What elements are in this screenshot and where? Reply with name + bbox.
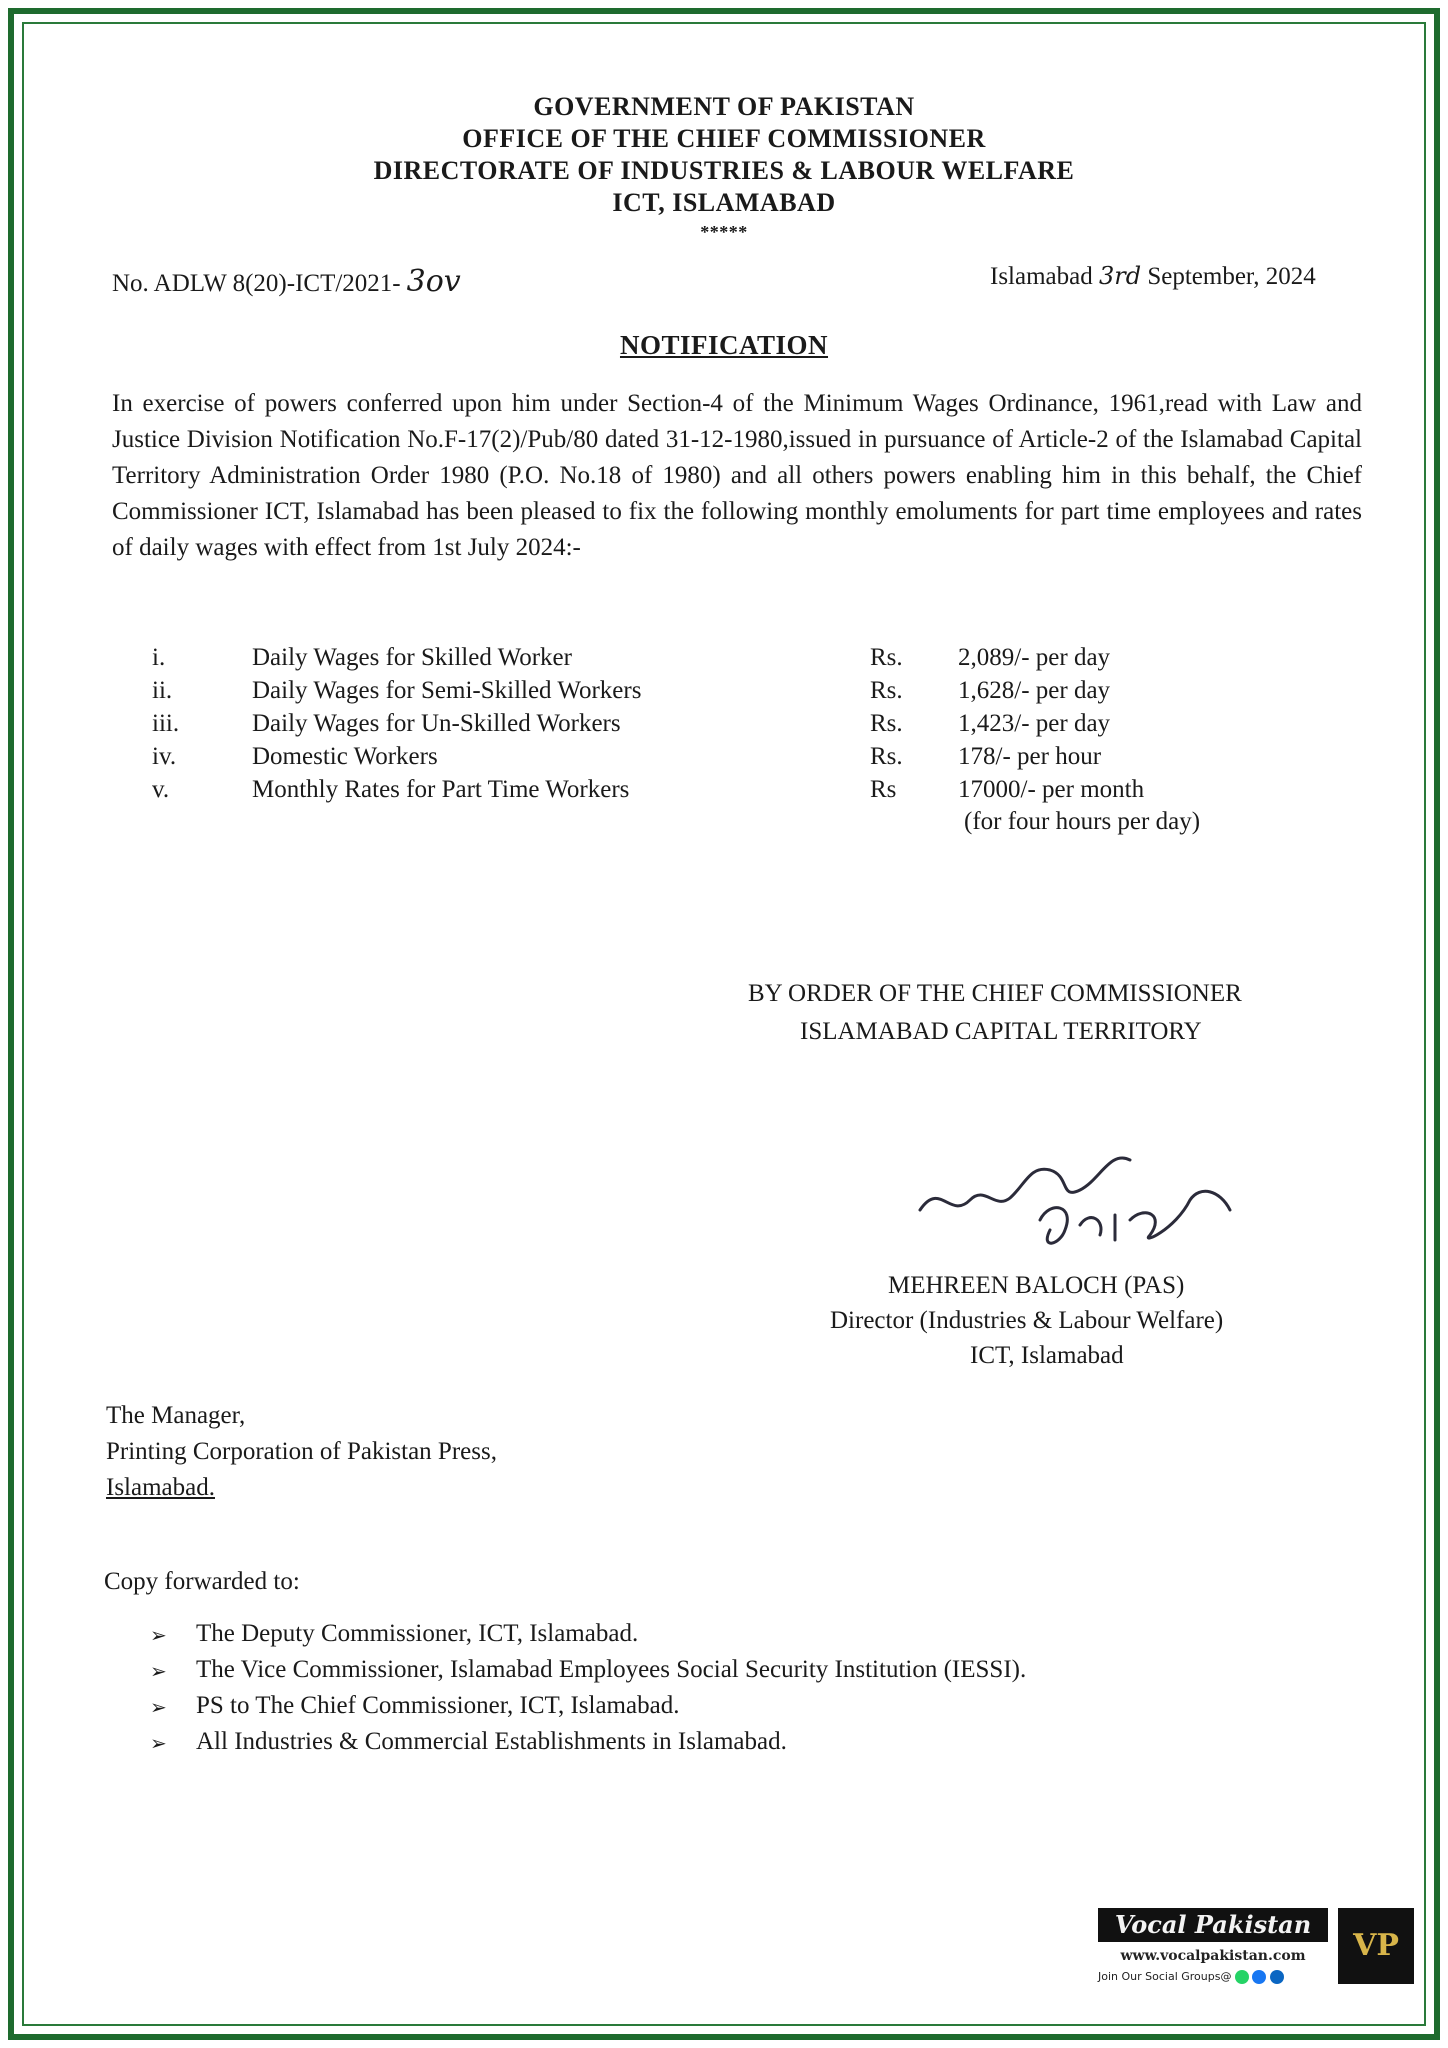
brand-social-text: Join Our Social Groups@	[1098, 1970, 1232, 1983]
rate-row	[0, 776, 1448, 810]
reference-date	[990, 262, 1316, 291]
rate-number: i.	[152, 644, 166, 671]
brand-url: www.vocalpakistan.com	[1120, 1948, 1306, 1964]
linkedin-icon[interactable]	[1270, 1970, 1284, 1984]
arrow-bullet-icon: ➢	[150, 1623, 167, 1647]
rate-label: Domestic Workers	[252, 743, 438, 770]
reference-number	[112, 264, 461, 299]
rate-number: v.	[152, 776, 170, 803]
reference-number-text: No. ADLW 8(20)-ICT/2021-	[112, 270, 401, 297]
rate-amount: 17000/- per month	[958, 776, 1145, 803]
whatsapp-icon[interactable]	[1235, 1970, 1249, 1984]
brand-social	[1098, 1970, 1328, 1984]
rate-label: Daily Wages for Semi-Skilled Workers	[252, 677, 642, 704]
signatory-title: Director (Industries & Labour Welfare)	[830, 1307, 1224, 1334]
addressee-line-1: The Manager,	[106, 1402, 246, 1429]
rate-currency: Rs.	[870, 677, 903, 704]
signatory-name: MEHREEN BALOCH (PAS)	[888, 1272, 1185, 1299]
date-day-handwritten: 3rd	[1098, 262, 1142, 290]
header-location: ICT, ISLAMABAD	[612, 188, 836, 217]
rate-label: Monthly Rates for Part Time Workers	[252, 776, 630, 803]
rate-number: iv.	[152, 743, 177, 770]
rate-row	[0, 644, 1448, 678]
copy-item	[0, 1728, 1448, 1762]
notification-body: In exercise of powers conferred upon him under Section-4 of the Minimum Wages Ordinance, 1961,read with Law and Justice Division Notification No.F-17(2)/Pub/80 dated 31-12-1980,issued in pursuance of Article-2 of the Islamabad Capital Territory Administration Order 1980 (P.O. No.18 of 1980) and all others powers enabling him in this behalf, the Chief Commissioner ICT, Islamabad has been pleased to fix the following monthly emoluments for part time employees and rates of daily wages with effect from 1st July 2024:-	[112, 390, 1362, 561]
date-month-year: September, 2024	[1147, 263, 1316, 290]
rate-amount: 1,628/- per day	[958, 677, 1111, 704]
copy-item	[0, 1656, 1448, 1690]
copy-item-text: The Deputy Commissioner, ICT, Islamabad.	[196, 1620, 639, 1647]
copy-item-text: PS to The Chief Commissioner, ICT, Islamabad.	[196, 1692, 680, 1719]
copy-item-text: All Industries & Commercial Establishments in Islamabad.	[196, 1728, 787, 1755]
rate-row	[0, 677, 1448, 711]
copy-heading: Copy forwarded to:	[104, 1568, 300, 1595]
rate-number: ii.	[152, 677, 173, 704]
addressee-line-2: Printing Corporation of Pakistan Press,	[106, 1438, 497, 1465]
header-directorate: DIRECTORATE OF INDUSTRIES & LABOUR WELFARE	[373, 156, 1075, 185]
brand-watermark	[1098, 1908, 1418, 2018]
rate-amount: 1,423/- per day	[958, 710, 1111, 737]
rate-currency: Rs.	[870, 644, 903, 671]
rate-amount: 178/- per hour	[958, 743, 1102, 770]
signatory-office: ICT, Islamabad	[970, 1342, 1124, 1369]
arrow-bullet-icon: ➢	[150, 1695, 167, 1719]
order-line-2: ISLAMABAD CAPITAL TERRITORY	[800, 1018, 1202, 1045]
rate-currency: Rs	[870, 776, 897, 803]
rate-label: Daily Wages for Skilled Worker	[252, 644, 572, 671]
arrow-bullet-icon: ➢	[150, 1731, 167, 1755]
rate-row	[0, 743, 1448, 777]
rates-note: (for four hours per day)	[964, 808, 1201, 835]
addressee-line-3: Islamabad.	[106, 1474, 215, 1501]
header-stars: *****	[700, 222, 748, 242]
rate-label: Daily Wages for Un-Skilled Workers	[252, 710, 621, 737]
header-government: GOVERNMENT OF PAKISTAN	[533, 92, 915, 121]
copy-item	[0, 1692, 1448, 1726]
date-place: Islamabad	[990, 263, 1093, 290]
copy-item	[0, 1620, 1448, 1654]
brand-name: Vocal Pakistan	[1098, 1908, 1328, 1942]
rate-number: iii.	[152, 710, 180, 737]
rate-currency: Rs.	[870, 710, 903, 737]
header-office: OFFICE OF THE CHIEF COMMISSIONER	[462, 124, 986, 153]
copy-item-text: The Vice Commissioner, Islamabad Employees Social Security Institution (IESSI).	[196, 1656, 1027, 1683]
facebook-icon[interactable]	[1252, 1970, 1266, 1984]
arrow-bullet-icon: ➢	[150, 1659, 167, 1683]
order-line-1: BY ORDER OF THE CHIEF COMMISSIONER	[748, 980, 1242, 1007]
rate-currency: Rs.	[870, 743, 903, 770]
notification-title: NOTIFICATION	[619, 330, 829, 360]
brand-logo: VP	[1338, 1908, 1414, 1984]
reference-number-handwritten: 3ov	[406, 264, 461, 299]
signature	[900, 1110, 1260, 1270]
rate-row	[0, 710, 1448, 744]
rate-amount: 2,089/- per day	[958, 644, 1111, 671]
